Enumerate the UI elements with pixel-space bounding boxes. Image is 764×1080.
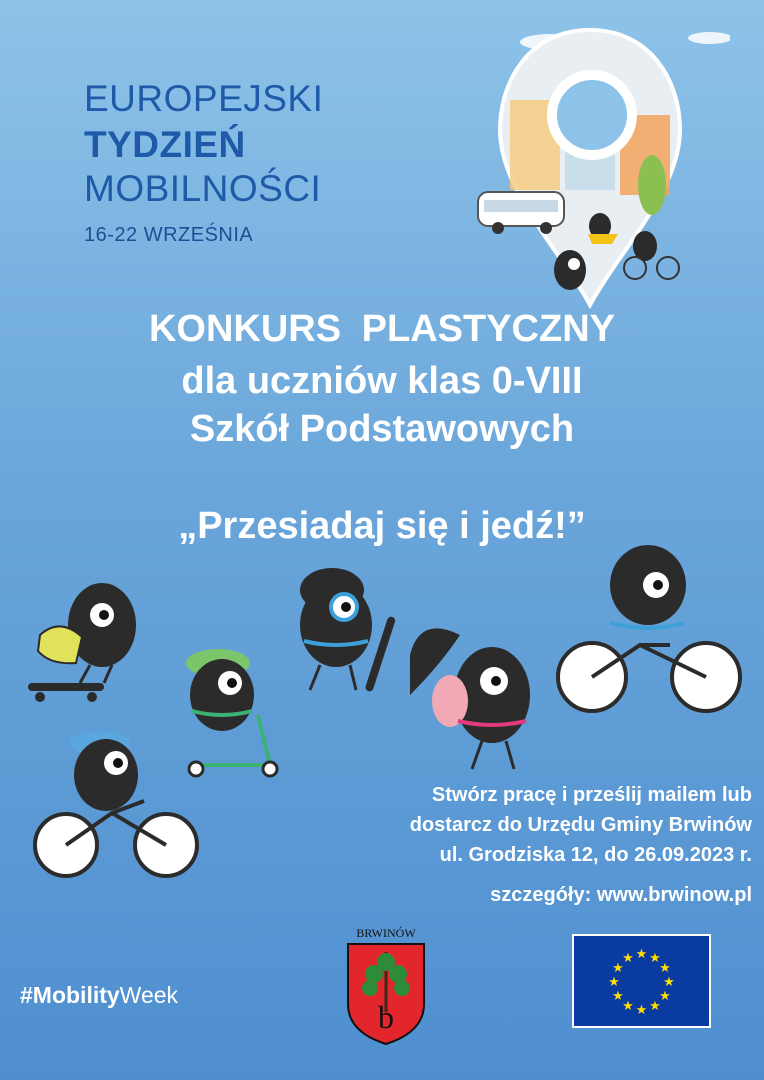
hashtag-bold: #Mobility — [20, 982, 120, 1008]
contest-title: KONKURS PLASTYCZNY — [148, 308, 616, 350]
svg-text:★: ★ — [635, 1003, 648, 1018]
skateboard-kid-figure — [28, 583, 136, 702]
eu-flag-logo — [572, 934, 711, 1028]
svg-text:★: ★ — [663, 975, 675, 990]
contest-slogan: „Przesiadaj się i jedź!” — [178, 505, 586, 547]
svg-text:★: ★ — [649, 951, 661, 966]
svg-text:★: ★ — [622, 999, 634, 1014]
svg-text:★: ★ — [622, 951, 634, 966]
info-details-link[interactable]: szczegóły: www.brwinow.pl — [490, 884, 752, 906]
crest-label: BRWINÓW — [356, 926, 416, 940]
hashtag-mobilityweek — [20, 982, 178, 1009]
info-line-submit: Stwórz pracę i prześlij mailem lub — [431, 784, 752, 806]
bike-kid-top-figure — [558, 545, 740, 711]
svg-text:★: ★ — [649, 999, 661, 1014]
svg-text:★: ★ — [659, 961, 671, 976]
map-pin-illustration — [470, 20, 730, 310]
logo-line-mobilnosci: MOBILNOŚCI — [84, 168, 322, 209]
hashtag-regular: Week — [119, 982, 179, 1008]
logo-dates: 16-22 WRZEŚNIA — [84, 224, 254, 246]
info-line-deliver: dostarcz do Urzędu Gminy Brwinów — [409, 814, 752, 836]
svg-text:★: ★ — [612, 961, 624, 976]
svg-text:★: ★ — [608, 975, 620, 990]
brwinow-crest-logo — [340, 924, 432, 1046]
svg-text:★: ★ — [612, 989, 624, 1004]
info-line-address: ul. Grodziska 12, do 26.09.2023 r. — [439, 844, 752, 866]
crest-letter: b — [378, 999, 394, 1035]
glasses-kid-figure — [300, 568, 396, 692]
contest-schools: Szkół Podstawowych — [189, 408, 575, 450]
svg-text:★: ★ — [635, 947, 648, 962]
ponytail-kid-figure — [410, 628, 530, 769]
svg-text:★: ★ — [659, 989, 671, 1004]
contest-audience: dla uczniów klas 0-VIII — [181, 360, 583, 402]
logo-line-europejski: EUROPEJSKI — [84, 78, 324, 119]
bike-kid-bottom-figure — [35, 731, 197, 876]
scooter-kid-figure — [186, 649, 277, 776]
eu-stars-icon — [574, 936, 709, 1026]
logo-line-tydzien: TYDZIEŃ — [84, 124, 246, 165]
